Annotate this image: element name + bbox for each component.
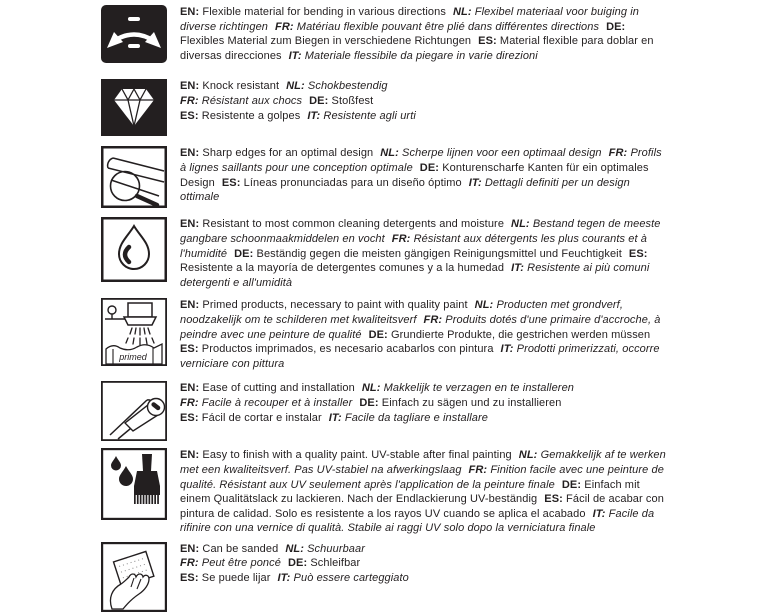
feature-text-es: Material flexible para doblar en diversas direcciones [180,35,654,62]
feature-row [101,381,770,441]
feature-text-it: Resistente ai più comuni detergenti e all'umidità [180,262,650,289]
feature-text-en: Easy to finish with a quality paint. UV-stable after final painting [199,449,512,462]
lang-label-en: EN: [180,449,200,462]
lang-label-de: DE: [368,328,388,341]
feature-text-block [180,217,669,290]
lang-label-es: ES: [221,176,241,189]
feature-text-de: Schleifbar [307,557,361,570]
flexible-bend-icon [101,5,167,63]
lang-label-es: ES: [478,35,497,48]
feature-text-de: Flexibles Material zum Biegen in verschiedene Richtungen [180,35,472,48]
feature-text-en: Knock resistant [199,80,280,93]
lang-label-de: DE: [606,20,626,33]
feature-text-it: Facile da tagliare e installare [341,411,488,424]
lang-label-it: IT: [288,49,302,62]
lang-label-it: IT: [277,572,291,585]
lang-label-nl: NL: [511,218,530,231]
feature-text-it: Dettagli definiti per un design ottimale [180,176,630,204]
feature-text-nl: Flexibel materiaal voor buiging in diverse richtingen [180,6,639,33]
feature-text-fr: Peut être poncé [198,557,281,570]
feature-text-fr: Finition facile avec une peinture de qualité. Résistant aux UV seulement après l'application de la peinture finale [180,463,664,491]
feature-text-it: Materiale flessibile da piegare in varie direzioni [301,49,538,62]
lang-label-fr: FR: [275,20,294,33]
feature-text-it: Resistente agli urti [320,109,416,122]
lang-label-nl: NL: [361,382,381,395]
feature-text-es: Fácil de cortar e instalar [198,411,322,424]
feature-text-nl: Schuurbaar [303,542,365,555]
feature-text-fr: Produits dotés d'une primaire d'accroche, à peindre avec une peinture de qualité [180,313,661,341]
feature-text-en: Ease of cutting and installation [199,382,355,395]
feature-row [101,146,770,208]
lang-label-de: DE: [234,247,254,260]
feature-text-it: Facile da rifinire con una vernice di qualità. Stabile ai raggi UV solo dopo la verniciatura finale [180,507,655,535]
lang-label-nl: NL: [474,299,494,312]
feature-text-fr: Profils à lignes saillants pour une conception optimale [180,147,662,174]
feature-text-es: Productos imprimados, es necesario acabarlos con pintura [198,343,494,356]
lang-label-it: IT: [307,109,321,122]
lang-label-fr: FR: [608,147,628,160]
feature-text-fr: Résistant aux détergents les plus courants et à l'humidité [180,232,647,260]
lang-label-de: DE: [561,478,582,491]
feature-text-nl: Schokbestendig [304,80,388,93]
lang-label-es: ES: [544,493,563,506]
feature-text-en: Flexible material for bending in various directions [199,6,446,18]
lang-label-en: EN: [180,382,200,395]
feature-text-es: Resistente a la mayoría de detergentes comunes y a la humedad [180,262,505,275]
feature-text-nl: Producten met grondverf, noodzakelijk om te schilderen met kwaliteitsverf [180,299,623,326]
primer-spray-icon [101,298,167,366]
lang-label-nl: NL: [285,542,304,555]
feature-text-de: Stoßfest [328,94,374,107]
feature-text-en: Resistant to most common cleaning detergents and moisture [199,218,505,231]
feature-text-block [180,5,669,63]
feature-text-nl: Makkelijk te verzagen en te installeren [380,382,575,395]
feature-text-en: Primed products, necessary to paint with quality paint [199,299,468,312]
saw-cutting-icon [101,381,167,441]
feature-text-es: Líneas pronunciadas para un diseño óptimo [240,176,462,189]
lang-label-it: IT: [500,343,514,356]
lang-label-es: ES: [180,411,199,424]
feature-text-fr: Matériau flexible pouvant être plié dans différentes directions [293,20,600,33]
lang-label-en: EN: [180,80,200,93]
feature-text-block [180,381,669,425]
lang-label-fr: FR: [391,232,411,245]
water-drop-icon [101,217,167,282]
feature-text-block [180,542,669,586]
feature-text-es: Fácil de acabar con pintura de calidad. Solo es resistente a los rayos UV cuando se aplica el acabado [180,493,664,520]
lang-label-en: EN: [180,542,200,555]
lang-label-it: IT: [328,411,342,424]
feature-row [101,448,770,536]
feature-text-nl: Bestand tegen de meeste gangbare schoonmaakmiddelen en vocht [180,218,661,245]
lang-label-en: EN: [180,6,200,18]
feature-text-de: Einfach mit einem Qualitätslack zu lackieren. Nach der Endlackierung UV-beständig [180,478,640,506]
feature-text-block [180,146,669,204]
feature-row [101,298,770,371]
feature-text-block [180,298,669,371]
feature-text-de: Grundierte Produkte, die gestrichen werden müssen [387,328,651,341]
lang-label-de: DE: [419,161,440,174]
lang-label-fr: FR: [423,313,443,326]
lang-label-it: IT: [511,262,525,275]
feature-text-en: Can be sanded [199,542,279,555]
feature-row [101,5,770,63]
feature-text-en: Sharp edges for an optimal design [199,147,374,160]
feature-text-block [180,448,669,536]
feature-text-it: Prodotti primerizzati, occorre verniciare con pittura [180,343,660,370]
feature-text-fr: Résistant aux chocs [198,94,303,107]
lang-label-en: EN: [180,218,200,231]
lang-label-de: DE: [309,94,329,107]
feature-text-es: Se puede lijar [198,572,271,585]
lang-label-nl: NL: [518,449,538,462]
feature-row [101,217,770,290]
paint-brush-drops-icon [101,448,167,520]
lang-label-it: IT: [592,507,606,520]
lang-label-fr: FR: [180,557,199,570]
feature-text-fr: Facile à recouper et à installer [198,396,353,409]
lang-label-es: ES: [180,343,199,356]
lang-label-fr: FR: [180,396,199,409]
feature-text-nl: Scherpe lijnen voor een optimaal design [398,147,602,160]
lang-label-en: EN: [180,299,200,312]
primed-icon-label: primed [119,352,147,363]
lang-label-fr: FR: [468,463,488,476]
feature-text-es: Resistente a golpes [198,109,301,122]
feature-text-block [180,79,669,123]
lang-label-de: DE: [359,396,379,409]
lang-label-es: ES: [180,109,199,122]
lang-label-it: IT: [468,176,482,189]
feature-row [101,542,770,612]
lang-label-nl: NL: [286,80,305,93]
feature-text-it: Può essere carteggiato [290,572,409,585]
lang-label-nl: NL: [380,147,399,160]
feature-text-nl: Gemakkelijk af te werken met een kwaliteitsverf. Pas UV-stabiel na afwerkingslaag [180,449,666,476]
lang-label-es: ES: [628,247,648,260]
feature-row [101,79,770,136]
feature-text-de: Konturenscharfe Kanten für ein optimales Design [180,161,649,189]
feature-text-de: Beständig gegen die meisten gängigen Reinigungsmittel und Feuchtigkeit [253,247,622,260]
feature-text-de: Einfach zu sägen und zu installieren [378,396,562,409]
lang-label-es: ES: [180,572,199,585]
sharp-edges-magnifier-icon [101,146,167,208]
lang-label-nl: NL: [452,6,472,18]
lang-label-en: EN: [180,147,200,160]
sanding-hand-icon [101,542,167,612]
lang-label-fr: FR: [180,94,199,107]
diamond-icon [101,79,167,136]
lang-label-de: DE: [287,557,308,570]
